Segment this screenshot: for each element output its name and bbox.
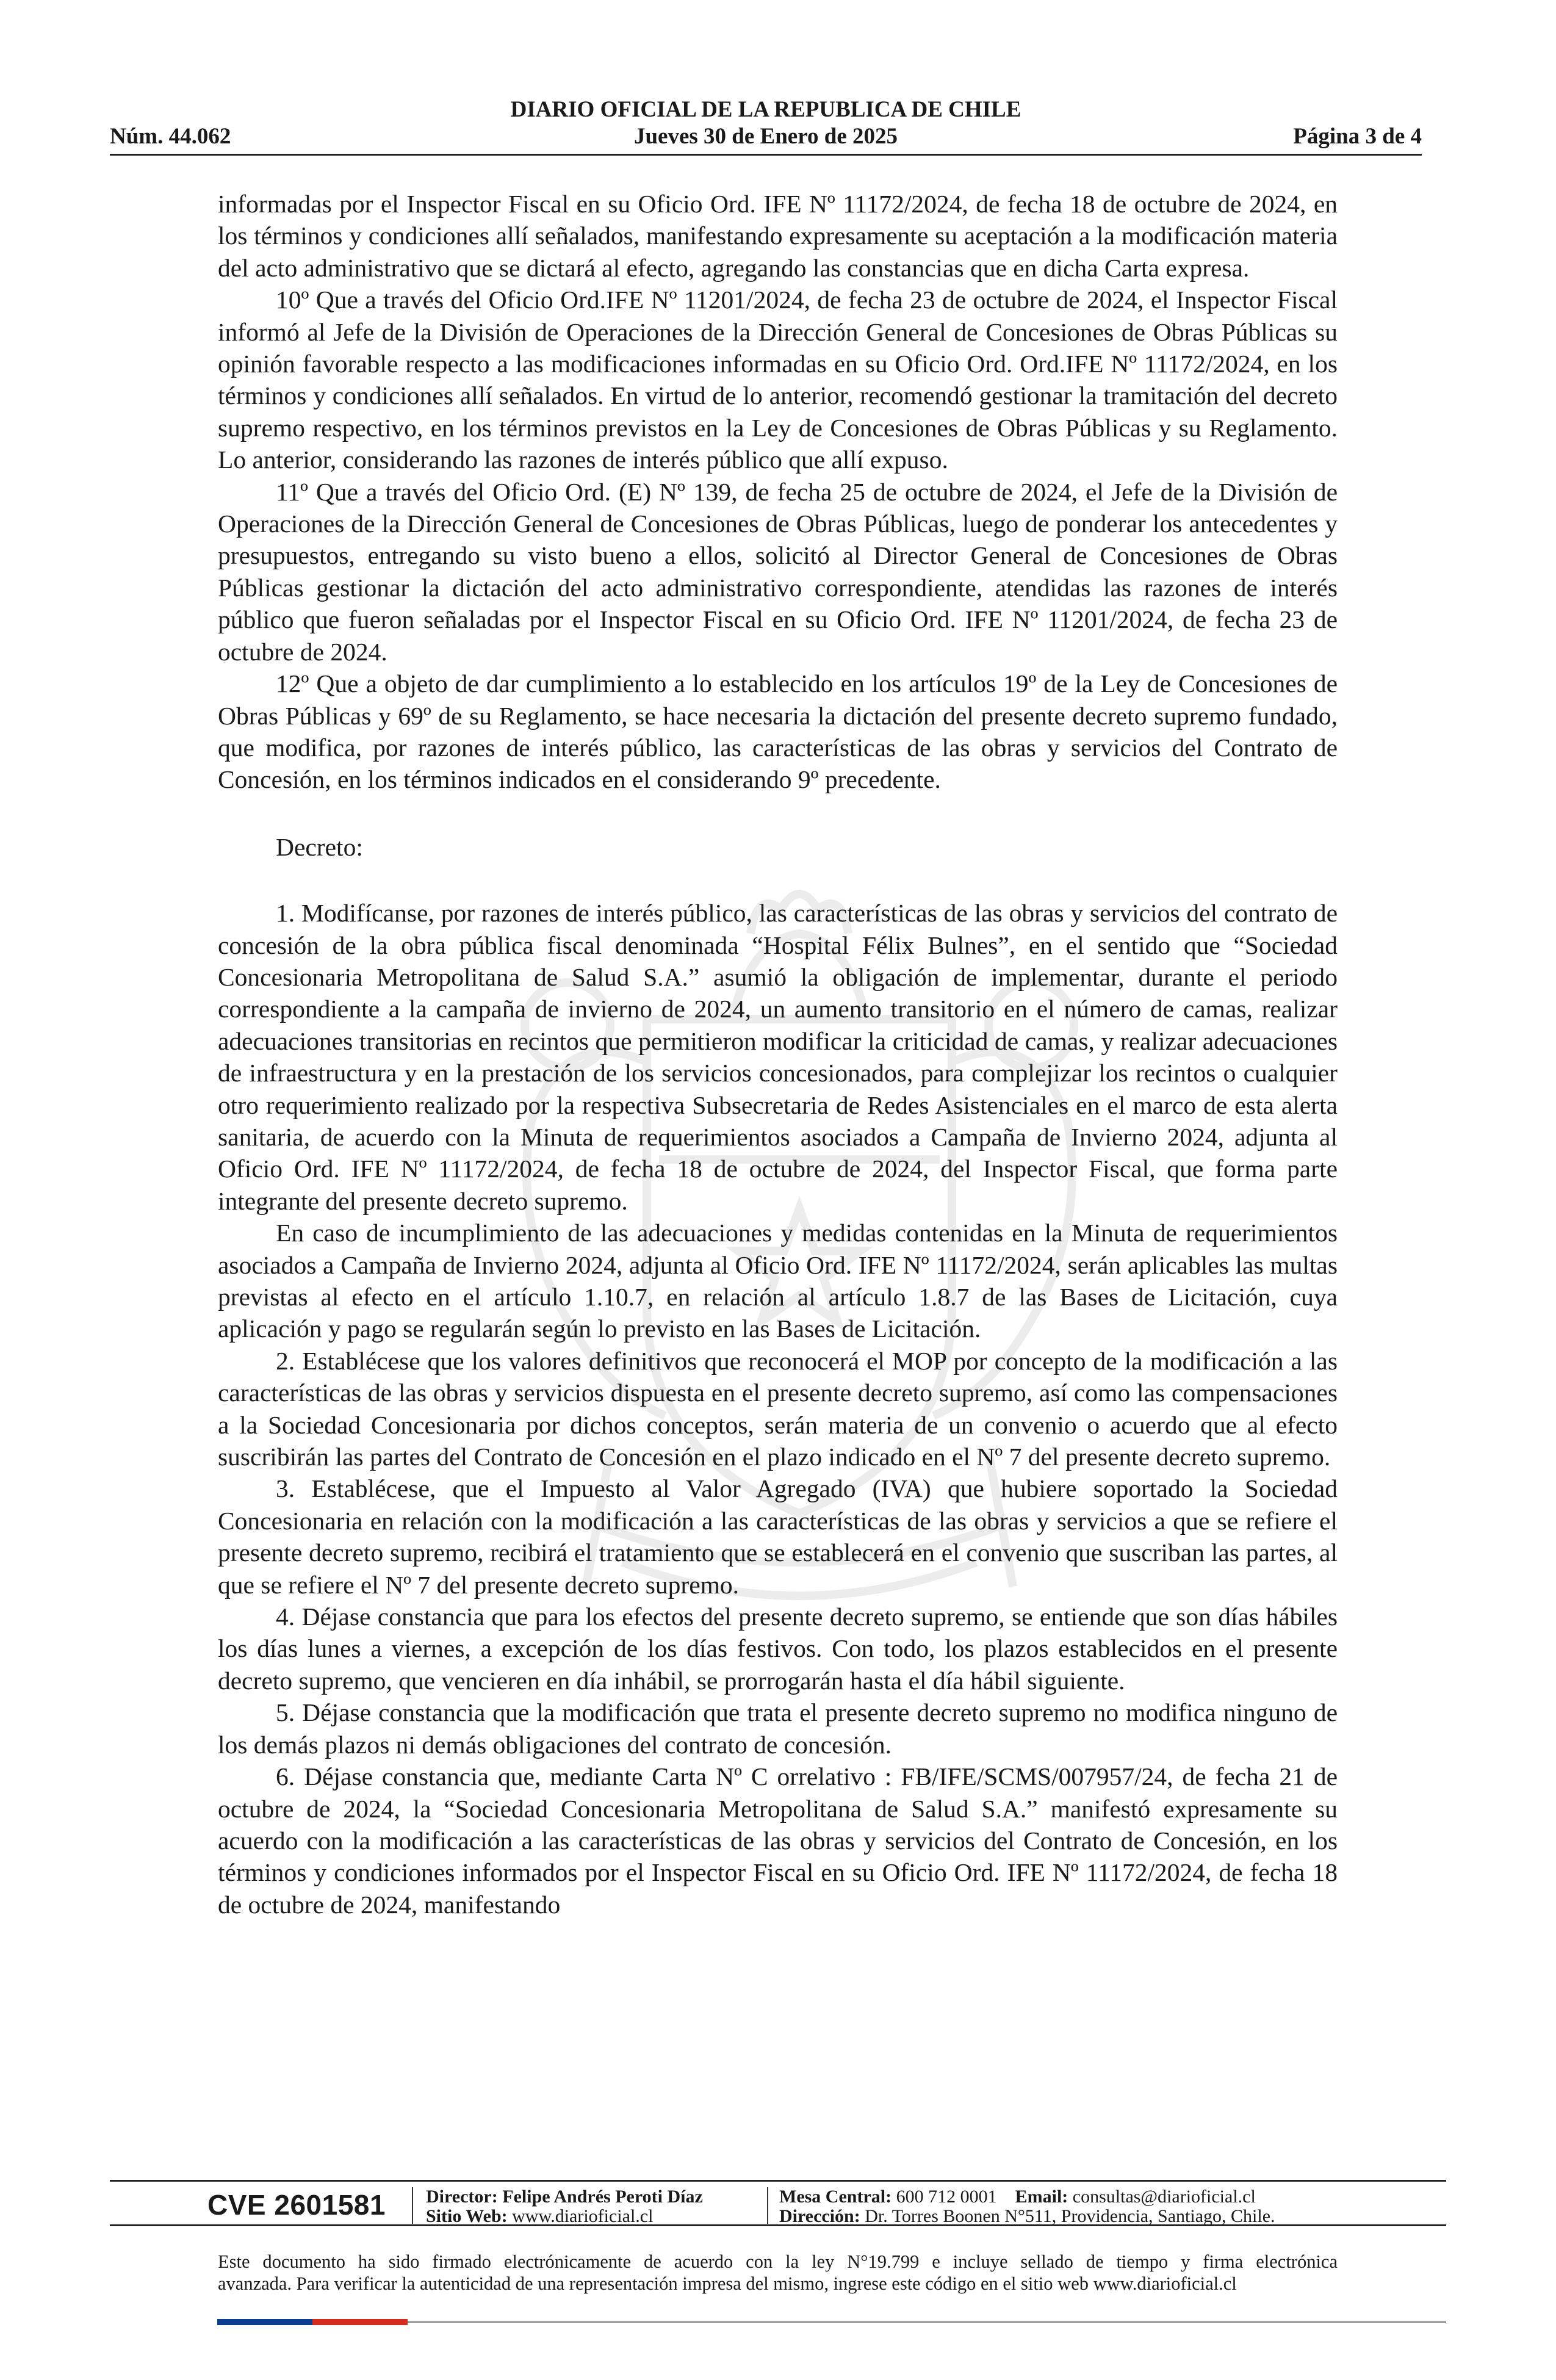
header-divider: [110, 154, 1422, 156]
article-1: 1. Modifícanse, por razones de interés público, las características de las obras y servicios del contrato de concesión de la obra pública fiscal denominada “Hospital Félix Bulnes”, en el sentido que “Sociedad Concesionaria Metropolitana de Salud S.A.” asumió la obligación de implementar, durante el periodo correspondiente a la campaña de invierno de 2024, un aumento transitorio en el número de camas, realizar adecuaciones transitorias en recintos que permitieron modificar la criticidad de camas, y realizar adecuaciones de infraestructura y en la prestación de los servicios concesionados, para complejizar los recintos o cualquier otro requerimiento realizado por la respectiva Subsecretaria de Redes Asistenciales en el marco de esta alerta sanitaria, de acuerdo con la Minuta de requerimientos asociados a Campaña de Invierno 2024, adjunta al Oficio Ord. IFE Nº 11172/2024, de fecha 18 de octubre de 2024, del Inspector Fiscal, que forma parte integrante del presente decreto supremo.: [218, 899, 1338, 1215]
address-value: Dr. Torres Boonen N°511, Providencia, Santiago, Chile.: [865, 2206, 1275, 2226]
newspaper-title: DIARIO OFICIAL DE LA REPUBLICA DE CHILE: [510, 97, 1021, 122]
cve-code: CVE 2601581: [207, 2189, 386, 2221]
director-label: Director:: [426, 2187, 498, 2207]
issue-date: Jueves 30 de Enero de 2025: [633, 124, 898, 149]
website-link[interactable]: www.diarioficial.cl: [512, 2206, 654, 2226]
footer-separator: [412, 2187, 413, 2224]
email-link[interactable]: consultas@diarioficial.cl: [1072, 2187, 1256, 2207]
article-5: 5. Déjase constancia que la modificación que trata el presente decreto supremo no modifica ninguno de los demás plazos ni demás obligaciones del contrato de concesión.: [218, 1698, 1338, 1759]
footer-separator: [767, 2187, 768, 2224]
page-header: [110, 92, 1422, 159]
article-2: 2. Establécese que los valores definitivos que reconocerá el MOP por concepto de la modificación a las características de las obras y servicios dispuesta en el presente decreto supremo, así como las compensaciones a la Sociedad Concesionaria por dichos conceptos, serán materia de un convenio o acuerdo que al efecto suscribirán las partes del Contrato de Concesión en el plazo indicado en el Nº 7 del presente decreto supremo.: [218, 1346, 1338, 1471]
article-3: 3. Establécese, que el Impuesto al Valor Agregado (IVA) que hubiere soportado la Sociedad Concesionaria en relación con la modificación a las características de las obras y servicios a que se refiere el presente decreto supremo, recibirá el tratamiento que se establecerá en el convenio que suscriban las partes, al que se refiere el Nº 7 del presente decreto supremo.: [218, 1474, 1338, 1599]
flag-blue-segment: [217, 2319, 312, 2325]
flag-stripe: [217, 2319, 408, 2325]
paragraph-continued: informadas por el Inspector Fiscal en su Oficio Ord. IFE Nº 11172/2024, de fecha 18 de octubre de 2024, en los términos y condiciones allí señalados, manifestando expresamente su aceptación a la modificación materia del acto administrativo que se dictará al efecto, agregando las constancias que en dicha Carta expresa.: [218, 190, 1338, 282]
document-body: [218, 188, 1338, 1920]
article-1-paragraph-2: En caso de incumplimiento de las adecuaciones y medidas contenidas en la Minuta de requerimientos asociados a Campaña de Invierno 2024, adjunta al Oficio Ord. IFE Nº 11172/2024, serán aplicables las multas previstas al efecto en el artículo 1.10.7, en relación al artículo 1.8.7 de las Bases de Licitación, cuya aplicación y pago se regularán según lo previsto en las Bases de Licitación.: [218, 1219, 1338, 1343]
footer-bottom-rule: [408, 2321, 1446, 2323]
signature-note-line-1: Este documento ha sido firmado electrónicamente de acuerdo con la ley N°19.799 e incluye sellado de tiempo y firma electrónica: [218, 2251, 1338, 2272]
article-6: 6. Déjase constancia que, mediante Carta Nº C orrelativo : FB/IFE/SCMS/007957/24, de fecha 21 de octubre de 2024, la “Sociedad Concesionaria Metropolitana de Salud S.A.” manifestó expresamente su acuerdo con la modificación a las características de las obras y servicios del Contrato de Concesión, en los términos y condiciones informados por el Inspector Fiscal en su Oficio Ord. IFE Nº 11172/2024, de fecha 18 de octubre de 2024, manifestando: [218, 1762, 1338, 1919]
signature-note: [218, 2251, 1338, 2295]
mesa-central-label: Mesa Central:: [779, 2187, 892, 2207]
address-label: Dirección:: [779, 2206, 860, 2226]
considerando-11: 11º Que a través del Oficio Ord. (E) Nº 139, de fecha 25 de octubre de 2024, el Jefe de la División de Operaciones de la Dirección General de Concesiones de Obras Públicas, luego de ponderar los antecedentes y presupuestos, entregando su visto bueno a ellos, solicitó al Director General de Concesiones de Obras Públicas gestionar la dictación del acto administrativo correspondiente, atendidas las razones de interés público que fueron señaladas por el Inspector Fiscal en su Oficio Ord. IFE Nº 11201/2024, de fecha 23 de octubre de 2024.: [218, 477, 1338, 666]
signature-note-line-2: avanzada. Para verificar la autenticidad de una representación impresa del mismo, ingrese este código en el sitio web www.diarioficial.cl: [218, 2273, 1237, 2294]
flag-red-segment: [312, 2319, 408, 2325]
website-label: Sitio Web:: [426, 2206, 508, 2226]
page-number: Página 3 de 4: [1293, 124, 1422, 149]
footer-middle-rule: [110, 2224, 1446, 2226]
considerando-10: 10º Que a través del Oficio Ord.IFE Nº 11201/2024, de fecha 23 de octubre de 2024, el Inspector Fiscal informó al Jefe de la División de Operaciones de la Dirección General de Concesiones de Obras Públicas su opinión favorable respecto a las modificaciones informadas en su Oficio Ord. Ord.IFE Nº 11172/2024, en los términos y condiciones allí señalados. En virtud de lo anterior, recomendó gestionar la tramitación del decreto supremo respectivo, en los términos previstos en la Ley de Concesiones de Obras Públicas y su Reglamento. Lo anterior, considerando las razones de interés público que allí expuso.: [218, 286, 1338, 474]
email-label: Email:: [1015, 2187, 1068, 2207]
issue-number: Núm. 44.062: [110, 124, 231, 149]
footer-contact-block: [779, 2187, 1275, 2226]
considerando-12: 12º Que a objeto de dar cumplimiento a lo establecido en los artículos 19º de la Ley de Concesiones de Obras Públicas y 69º de su Reglamento, se hace necesaria la dictación del presente decreto supremo fundado, que modifica, por razones de interés público, las características de las obras y servicios del Contrato de Concesión, en los términos indicados en el considerando 9º precedente.: [218, 669, 1338, 794]
article-4: 4. Déjase constancia que para los efectos del presente decreto supremo, se entiende que son días hábiles los días lunes a viernes, a excepción de los días festivos. Con todo, los plazos establecidos en el presente decreto supremo, que vencieren en día inhábil, se prorrogarán hasta el día hábil siguiente.: [218, 1603, 1338, 1695]
director-name: Felipe Andrés Peroti Díaz: [502, 2187, 703, 2207]
decreto-heading: Decreto:: [276, 832, 363, 861]
footer-top-rule: [110, 2180, 1446, 2182]
mesa-central-phone: 600 712 0001: [896, 2187, 997, 2207]
footer-director-block: [426, 2187, 703, 2226]
